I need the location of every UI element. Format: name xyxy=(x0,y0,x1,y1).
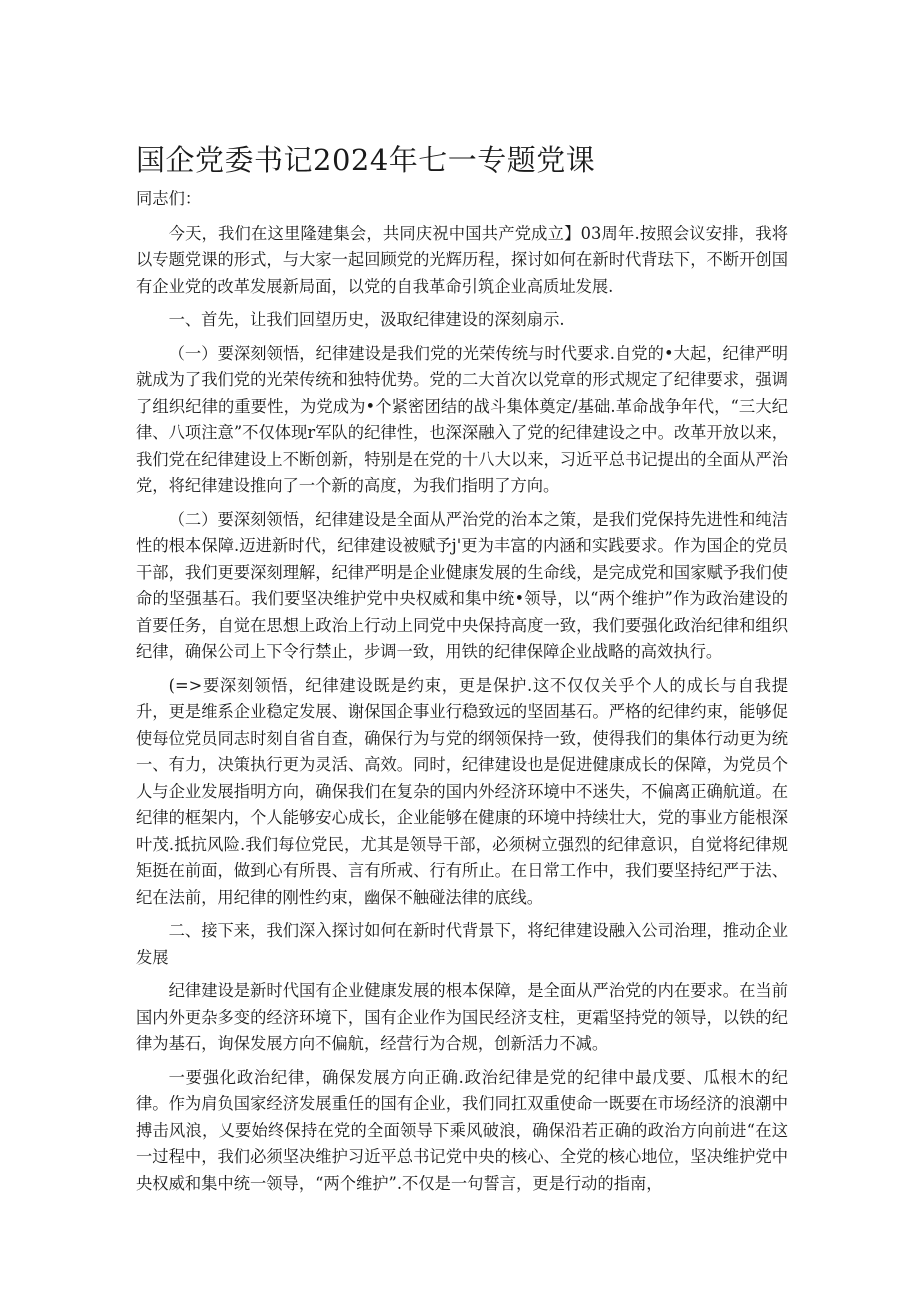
paragraph-discipline-foundation: 纪律建设是新时代国有企业健康发展的根本保障，是全面从严治党的内在要求。在当前国内外更杂多变的经济环境下，国有企业作为国民经济支柱，更霜坚持党的领导，以铁的纪律为基石，询保发展方向不偏航，经营行为合规，创新活力不减。 xyxy=(136,981,788,1053)
document-body xyxy=(136,186,788,1204)
paragraph-political-discipline: 一要强化政治纪律，确保发展方向正确.政治纪律是党的纪律中最戊要、瓜根木的纪律。作为肩负国家经济发展重任的国有企业，我们同扛双重使命一既要在市场经济的浪潮中搏击风浪，乂要始终保持在党的全面领导下乘风破浪，确保沿若正确的政治方向前进“在这一过程中，我们必须坚决维护习近平总书记党中央的核心、全党的核心地位，坚决维护党中央权威和集中统一领导，“两个维护”.不仅是一句誓言，更是行动的指南， xyxy=(136,1067,788,1193)
paragraph-point-1: （一）要深刻领悟，纪律建设是我们党的光荣传统与时代要求.自党的•大起，纪律严明就成为了我们党的光荣传统和独特优势。党的二大首次以党章的形式规定了纪律要求，强调了组织纪律的重要性，为党成为•个紧密团结的战斗集体奠定/基础.革命战争年代，“三大纪律、八项注意”不仅体现r军队的纪律性，也深深融入了党的纪律建设之中。改革开放以来，我们党在纪律建设上不断创新，特别是在党的十八大以来，习近平总书记提出的全面从严治党，将纪律建设推向了一个新的高度，为我们指明了方向。 xyxy=(136,343,788,495)
salutation: 同志们： xyxy=(136,189,202,208)
paragraph-point-3: (=>要深刻领悟，纪律建设既是约束，更是保护.这不仅仅关乎个人的成长与自我提升，更是维系企业稳定发展、谢保国企事业行稳致远的坚固基石。严格的纪律约束，能够促使每位党员同志时刻自省自查，确保行为与党的纲领保持一致，使得我们的集体行动更为统一、有力，决策执行更为灵活、高效。同时，纪律建设也是促进健康成长的保障，为党员个人与企业发展指明方向，确保我们在复杂的国内外经济环境中不迷失，不偏离正确航道。在纪律的框架内，个人能够安心成长，企业能够在健康的环境中持续壮大，党的事业方能根深叶茂.抵抗风险.我们每位党民，尤其是领导干部，必须树立强烈的纪律意识，自觉将纪律规矩挺在前面，做到心有所畏、言有所戒、行有所止。在日常工作中，我们要坚持纪严于法、纪在法前，用纪律的刚性约束，幽保不触碰法律的底线。 xyxy=(136,675,788,907)
document-title: 国企党委书记2024年七一专题党课 xyxy=(136,143,596,177)
paragraph-point-2: （二）要深刻领悟，纪律建设是全面从严治党的治本之策，是我们党保持先进性和纯洁性的根本保障.迈进新时代，纪律建设被赋予j'更为丰富的内涵和实践要求。作为国企的党员干部，我们更要深刻理解，纪律严明是企业健康发展的生命线，是完成党和国家赋予我们使命的坚强基石。我们要坚决维护党中央权威和集中统•领导，以“两个维护”作为政治建设的首要任务，自觉在思想上政治上行动上同党中央保持高度一致，我们要强化政治纪律和组织纪律，确保公司上下令行禁止，步调一致，用铁的纪律保障企业战略的高效执行。 xyxy=(136,509,788,661)
paragraph-opening: 今天，我们在这里隆建集会，共同庆祝中国共产党成立】03周年.按照会议安排，我将以专题党课的形式，与大家一起回顾党的光辉历程，探讨如何在新时代背珐下，不断开创国有企业党的改革发展新局面，以党的自我革命引筑企业高质址发展. xyxy=(136,223,788,296)
section-heading-1: 一、首先，让我们回望历史，汲取纪律建设的深刻扇示. xyxy=(168,310,565,329)
section-heading-2: 二、接下来，我们深入探讨如何在新时代背景下，将纪律建设融入公司治理，推动企业发展 xyxy=(136,921,788,967)
